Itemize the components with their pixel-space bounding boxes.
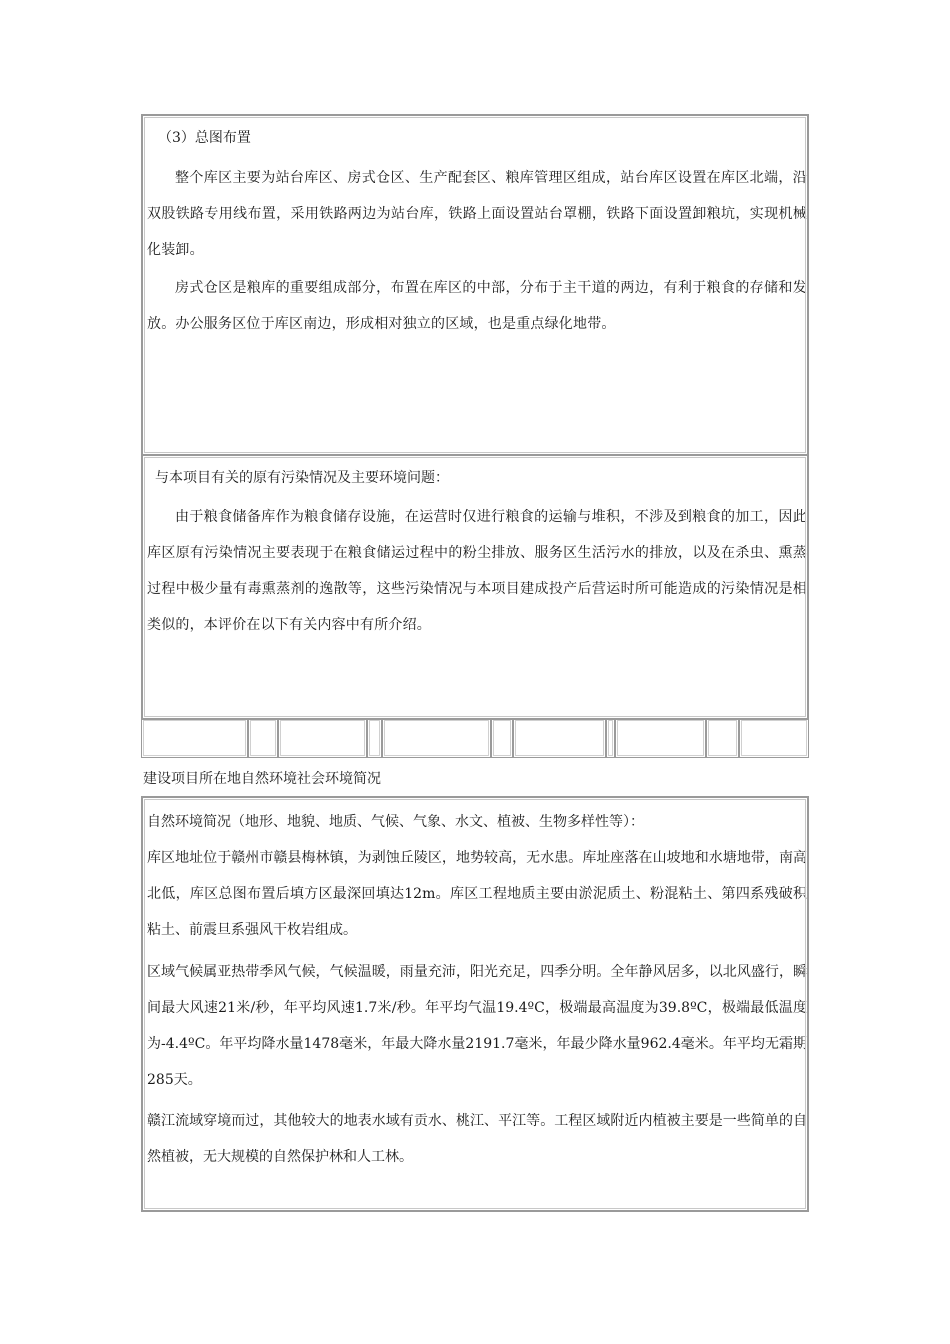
table-cell [248, 718, 278, 758]
table-cell [739, 718, 809, 758]
table-cell [606, 718, 615, 758]
table-cell [367, 718, 382, 758]
table-cell [491, 718, 513, 758]
section-title: 建设项目所在地自然环境社会环境简况 [143, 771, 381, 787]
natural-environment-paragraph-1: 库区地址位于赣州市赣县梅林镇，为剥蚀丘陵区，地势较高，无水患。库址座落在山坡地和水塘地带，南高北低，库区总图布置后填方区最深回填达12m。库区工程地质主要由淤泥质土、粉混粘土、第四系残破积粘土、前震旦系强风干枚岩组成。 [147, 850, 807, 938]
general-layout-heading: （3）总图布置 [158, 130, 251, 146]
natural-environment-box [141, 796, 809, 1212]
natural-environment-paragraph-2: 区域气候属亚热带季风气候，气候温暖，雨量充沛，阳光充足，四季分明。全年静风居多，以北风盛行，瞬间最大风速21米/秒，年平均风速1.7米/秒。年平均气温19.4ºC，极端最高温度为39.8ºC，极端最低温度为-4.4ºC。年平均降水量1478毫米，年最大降水量2191.7毫米，年最少降水量962.4毫米。年平均无霜期285天。 [147, 964, 807, 1088]
table-cell [706, 718, 739, 758]
table-cell [513, 718, 606, 758]
general-layout-paragraph-1: 整个库区主要为站台库区、房式仓区、生产配套区、粮库管理区组成，站台库区设置在库区北端，沿双股铁路专用线布置，采用铁路两边为站台库，铁路上面设置站台罩棚，铁路下面设置卸粮坑，实现机械化装卸。 [147, 170, 807, 258]
general-layout-box [141, 114, 809, 456]
table-cell [615, 718, 706, 758]
table-cell [278, 718, 367, 758]
table-cell [141, 718, 248, 758]
existing-pollution-paragraph: 由于粮食储备库作为粮食储存设施，在运营时仅进行粮食的运输与堆积，不涉及到粮食的加工，因此库区原有污染情况主要表现于在粮食储运过程中的粉尘排放、服务区生活污水的排放，以及在杀虫、熏蒸过程中极少量有毒熏蒸剂的逸散等，这些污染情况与本项目建成投产后营运时所可能造成的污染情况是相类似的，本评价在以下有关内容中有所介绍。 [147, 509, 807, 633]
general-layout-paragraph-2: 房式仓区是粮库的重要组成部分，布置在库区的中部，分布于主干道的两边，有利于粮食的存储和发放。办公服务区位于库区南边，形成相对独立的区域，也是重点绿化地带。 [147, 280, 807, 332]
existing-pollution-heading: 与本项目有关的原有污染情况及主要环境问题： [155, 470, 449, 486]
table-cell [382, 718, 491, 758]
natural-environment-paragraph-3: 赣江流域穿境而过，其他较大的地表水域有贡水、桃江、平江等。工程区域附近内植被主要是一些简单的自然植被，无大规模的自然保护林和人工林。 [147, 1113, 807, 1165]
existing-pollution-box [141, 454, 809, 720]
natural-environment-heading: 自然环境简况（地形、地貌、地质、气候、气象、水文、植被、生物多样性等）： [147, 814, 644, 830]
